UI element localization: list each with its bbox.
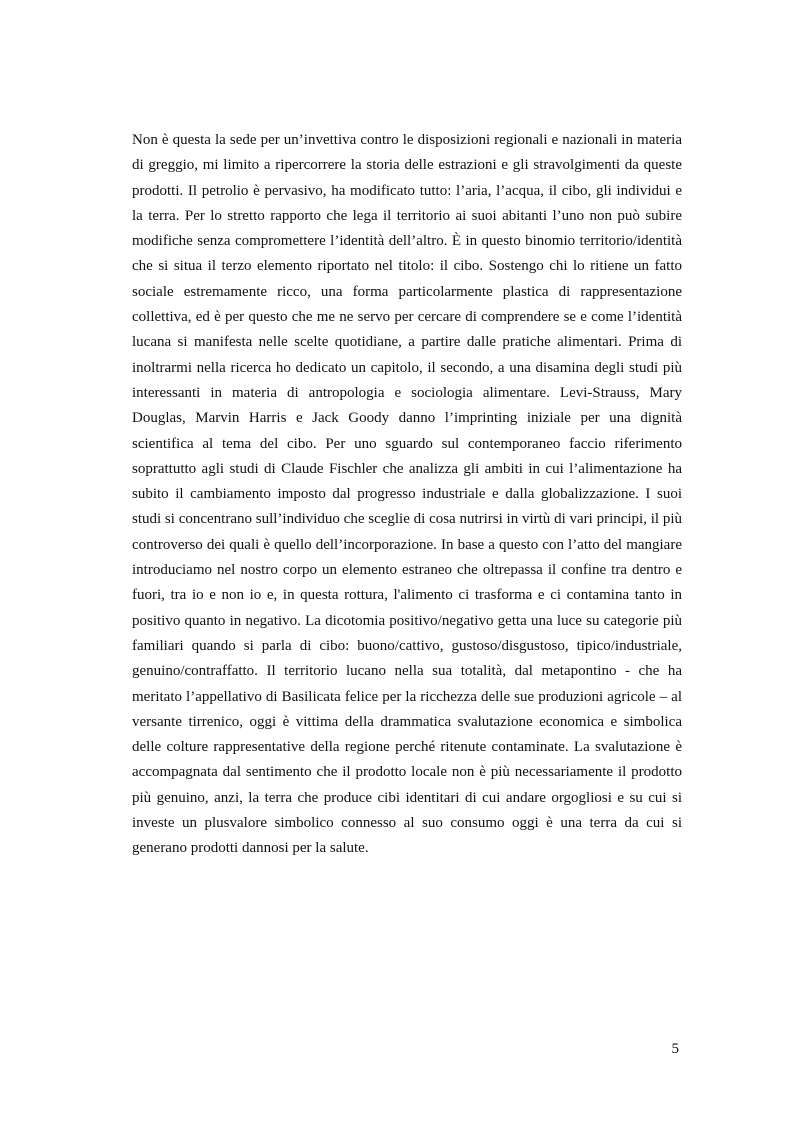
- page-number: 5: [671, 1041, 679, 1057]
- body-paragraph: Non è questa la sede per un’invettiva contro le disposizioni regionali e nazionali in materia di greggio, mi limito a ripercorrere la storia delle estrazioni e gli stravolgimenti da queste prodotti. Il petrolio è pervasivo, ha modificato tutto: l’aria, l’acqua, il cibo, gli individui e la terra. Per lo stretto rapporto che lega il territorio ai suoi abitanti l’uno non può subire modifiche senza compromettere l’identità dell’altro. È in questo binomio territorio/identità che si situa il terzo elemento riportato nel titolo: il cibo. Sostengo chi lo ritiene un fatto sociale estremamente ricco, una forma particolarmente plastica di rappresentazione collettiva, ed è per questo che me ne servo per cercare di comprendere se e come l’identità lucana si manifesta nelle scelte quotidiane, a partire dalle pratiche alimentari. Prima di inoltrarmi nella ricerca ho dedicato un capitolo, il secondo, a una disamina degli studi più interessanti in materia di antropologia e sociologia alimentare. Levi-Strauss, Mary Douglas, Marvin Harris e Jack Goody danno l’imprinting iniziale per una dignità scientifica al tema del cibo. Per uno sguardo sul contemporaneo faccio riferimento soprattutto agli studi di Claude Fischler che analizza gli ambiti in cui l’alimentazione ha subito il cambiamento imposto dal progresso industriale e dalla globalizzazione. I suoi studi si concentrano sull’individuo che sceglie di cosa nutrirsi in virtù di vari principi, il più controverso dei quali è quello dell’incorporazione. In base a questo con l’atto del mangiare introduciamo nel nostro corpo un elemento estraneo che oltrepassa il confine tra dentro e fuori, tra io e non io e, in questa rottura, l'alimento ci trasforma e ci contamina tanto in positivo quanto in negativo. La dicotomia positivo/negativo getta una luce su categorie più familiari quando si parla di cibo: buono/cattivo, gustoso/disgustoso, tipico/industriale, genuino/contraffatto. Il territorio lucano nella sua totalità, dal metapontino - che ha meritato l’appellativo di Basilicata felice per la ricchezza delle sue produzioni agricole – al versante tirrenico, oggi è vittima della drammatica svalutazione economica e simbolica delle colture rappresentative della regione perché ritenute contaminate. La svalutazione è accompagnata dal sentimento che il prodotto locale non è più necessariamente il prodotto più genuino, anzi, la terra che produce cibi identitari di cui andare orgogliosi e su cui si investe un plusvalore simbolico connesso al suo consumo oggi è una terra da cui si generano prodotti dannosi per la salute.: [132, 132, 682, 857]
